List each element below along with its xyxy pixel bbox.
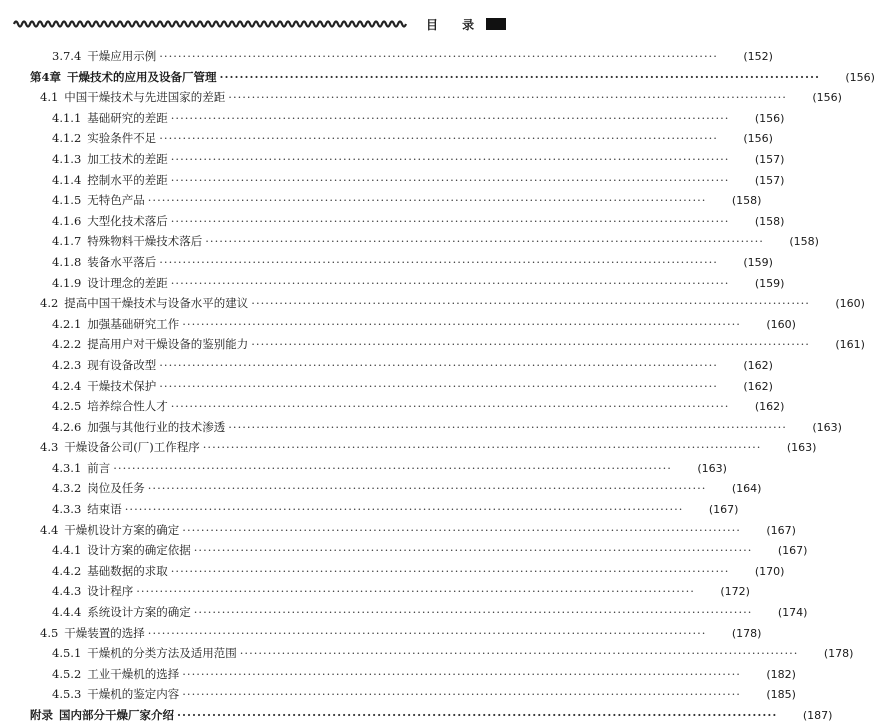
toc-entry-number: 4.4.1 xyxy=(52,543,82,558)
toc-entry-title: 特殊物料干燥技术落后 xyxy=(87,234,203,249)
toc-entry[interactable] xyxy=(0,108,785,129)
toc-leader-dots: ························································································································ xyxy=(170,275,730,290)
toc-entry-title: 基础研究的差距 xyxy=(87,110,168,125)
toc-leader-dots: ························································································································ xyxy=(193,605,753,620)
toc-entry-title: 装备水平落后 xyxy=(87,254,157,269)
toc-entry-page: (172) xyxy=(720,585,750,599)
toc-entry[interactable] xyxy=(0,684,796,705)
toc-entry-page: (160) xyxy=(766,317,796,331)
toc-entry-number: 4.2.5 xyxy=(52,399,82,414)
toc-entry-number: 4.2 xyxy=(40,296,59,311)
toc-entry-page: (182) xyxy=(766,667,796,681)
toc-leader-dots: ························································································································ xyxy=(202,440,762,455)
toc-leader-dots: ························································································································ xyxy=(170,172,730,187)
toc-entry-title: 培养综合性人才 xyxy=(87,399,168,414)
toc-entry-number: 4.4 xyxy=(40,522,59,537)
toc-entry[interactable] xyxy=(0,252,773,273)
toc-entry-number: 4.1.1 xyxy=(52,110,82,125)
toc-entry[interactable] xyxy=(0,314,796,335)
toc-entry-title: 实验条件不足 xyxy=(87,131,157,146)
toc-entry-page: (158) xyxy=(789,235,819,249)
toc-entry[interactable] xyxy=(0,46,773,67)
toc-leader-dots: ························································································································ xyxy=(177,708,778,722)
toc-entry[interactable] xyxy=(0,540,808,561)
toc-entry[interactable] xyxy=(0,664,796,685)
toc-entry[interactable] xyxy=(0,190,762,211)
toc-entry-page: (174) xyxy=(777,606,808,620)
toc-leader-dots: ························································································································ xyxy=(147,193,707,208)
toc-entry[interactable] xyxy=(0,376,773,397)
toc-entry-title: 加强基础研究工作 xyxy=(87,316,180,331)
toc-entry-number: 4.1.9 xyxy=(52,275,82,290)
toc-entry-number: 4.1.3 xyxy=(52,151,82,166)
toc-entry-number: 4.5.3 xyxy=(52,687,82,702)
toc-entry-number: 4.1.8 xyxy=(52,254,82,269)
toc-entry-title: 无特色产品 xyxy=(87,193,145,208)
toc-leader-dots: ························································································································ xyxy=(159,131,718,146)
toc-entry-title: 干燥技术保护 xyxy=(87,378,157,393)
toc-entry-title: 岗位及任务 xyxy=(87,481,145,496)
toc-entry-number: 4.1 xyxy=(40,90,59,105)
toc-leader-dots: ························································································································ xyxy=(147,481,707,496)
toc-entry-number: 4.5.1 xyxy=(52,646,82,661)
toc-entry-page: (178) xyxy=(731,626,762,640)
toc-entry-title: 干燥机的分类方法及适用范围 xyxy=(87,646,237,661)
toc-leader-dots: ························································································································ xyxy=(170,213,730,228)
toc-entry-number: 4.1.6 xyxy=(52,213,82,228)
toc-entry-title: 基础数据的求取 xyxy=(87,563,168,578)
toc-entry[interactable] xyxy=(0,355,773,376)
toc-entry-title: 提高中国干燥技术与设备水平的建议 xyxy=(64,296,249,311)
toc-entry-page: (159) xyxy=(743,255,773,269)
toc-entry-page: (163) xyxy=(812,420,842,434)
toc-leader-dots: ························································································································ xyxy=(228,419,787,434)
toc-entry-number: 4.2.3 xyxy=(52,357,82,372)
toc-entry-number: 3.7.4 xyxy=(52,49,82,63)
toc-leader-dots: ························································································································ xyxy=(182,687,741,702)
toc-entry-page: (157) xyxy=(754,173,785,187)
toc-leader-dots: ························································································································ xyxy=(159,357,718,372)
toc-leader-dots: ························································································································ xyxy=(251,296,810,311)
toc-entry-number: 4.3.1 xyxy=(52,460,82,475)
toc-entry-title: 提高用户对干燥设备的鉴别能力 xyxy=(87,337,249,352)
toc-entry-title: 中国干燥技术与先进国家的差距 xyxy=(64,90,226,105)
toc-entry[interactable] xyxy=(0,128,773,149)
toc-entry-title: 大型化技术落后 xyxy=(87,213,168,228)
toc-entry-title: 结束语 xyxy=(87,502,122,517)
toc-entry[interactable] xyxy=(0,149,785,170)
toc-leader-dots: ························································································································ xyxy=(136,584,695,599)
toc-entry-page: (156) xyxy=(845,70,875,84)
toc-entry-number: 4.2.1 xyxy=(52,316,82,331)
toc-entry[interactable] xyxy=(0,231,819,252)
toc-leader-dots: ························································································································ xyxy=(193,543,753,558)
toc-entry[interactable] xyxy=(0,478,762,499)
toc-entry[interactable] xyxy=(0,170,785,191)
header-black-block xyxy=(486,18,506,30)
toc-entry[interactable] xyxy=(0,334,865,355)
toc-entry-number: 4.1.4 xyxy=(52,172,82,187)
toc-entry-number: 第4章 xyxy=(30,69,62,84)
toc-entry-title: 干燥设备公司(厂)工作程序 xyxy=(64,440,200,455)
decorative-wavy-rule xyxy=(14,19,404,29)
toc-leader-dots: ························································································································ xyxy=(182,666,741,681)
toc-entry-page: (163) xyxy=(786,441,817,455)
toc-entry-page: (158) xyxy=(731,194,762,208)
toc-entry-page: (167) xyxy=(766,523,796,537)
toc-entry-number: 4.1.7 xyxy=(52,234,82,249)
toc-entry-title: 现有设备改型 xyxy=(87,357,157,372)
toc-entry-number: 4.1.5 xyxy=(52,193,82,208)
toc-entry-page: (152) xyxy=(743,50,773,63)
toc-entry-number: 4.3 xyxy=(40,440,59,455)
toc-entry[interactable] xyxy=(0,87,842,108)
toc-entry-page: (156) xyxy=(754,111,785,125)
toc-leader-dots: ························································································································ xyxy=(159,49,718,63)
toc-entry-number: 4.5 xyxy=(40,625,59,640)
toc-entry-title: 干燥技术的应用及设备厂管理 xyxy=(67,69,217,84)
toc-leader-dots: ························································································································ xyxy=(124,502,684,517)
toc-leader-dots: ························································································································ xyxy=(239,646,799,661)
toc-leader-dots: ························································································································ xyxy=(159,378,718,393)
toc-entry-page: (170) xyxy=(754,564,785,578)
toc-entry-number: 4.1.2 xyxy=(52,131,82,146)
toc-entry-page: (178) xyxy=(823,647,854,661)
toc-entry[interactable] xyxy=(0,643,854,664)
toc-entry[interactable] xyxy=(0,211,785,232)
page-header xyxy=(14,14,516,34)
toc-entry-number: 4.2.2 xyxy=(52,337,82,352)
toc-entry-title: 国内部分干燥厂家介绍 xyxy=(59,708,174,722)
toc-entry[interactable] xyxy=(0,581,750,602)
toc-entry-page: (156) xyxy=(812,91,842,105)
toc-entry-page: (157) xyxy=(754,152,785,166)
toc-entry-page: (158) xyxy=(754,214,785,228)
toc-leader-dots: ························································································································ xyxy=(228,90,787,105)
toc-entry-page: (162) xyxy=(743,358,773,372)
toc-entry-number: 4.2.4 xyxy=(52,378,82,393)
toc-entry[interactable] xyxy=(0,396,785,417)
toc-entry-title: 设计程序 xyxy=(87,584,134,599)
toc-entry-title: 加工技术的差距 xyxy=(87,151,168,166)
toc-entry-page: (185) xyxy=(766,688,796,702)
toc-leader-dots: ························································································································ xyxy=(219,69,820,84)
toc-entry-title: 前言 xyxy=(87,460,111,475)
toc-entry-page: (167) xyxy=(777,544,808,558)
toc-entry-number: 4.4.3 xyxy=(52,584,82,599)
toc-entry-number: 4.4.2 xyxy=(52,563,82,578)
toc-entry[interactable] xyxy=(0,437,817,458)
toc-leader-dots: ························································································································ xyxy=(170,110,730,125)
toc-entry-number: 4.3.3 xyxy=(52,502,82,517)
toc-entry-number: 4.3.2 xyxy=(52,481,82,496)
toc-leader-dots: ························································································································ xyxy=(182,522,741,537)
toc-entry[interactable] xyxy=(0,499,739,520)
toc-leader-dots: ························································································································ xyxy=(159,254,718,269)
toc-entry-page: (162) xyxy=(743,379,773,393)
toc-entry-title: 控制水平的差距 xyxy=(87,172,168,187)
toc-entry[interactable] xyxy=(0,561,785,582)
toc-entry-page: (167) xyxy=(708,503,739,517)
header-label: 目 录 xyxy=(426,17,485,32)
toc-entry[interactable] xyxy=(0,293,865,314)
toc-leader-dots: ························································································································ xyxy=(170,563,730,578)
toc-entry-page: (187) xyxy=(802,709,833,722)
toc-entry[interactable] xyxy=(0,602,808,623)
toc-entry-number: 4.2.6 xyxy=(52,419,82,434)
toc-entry-title: 系统设计方案的确定 xyxy=(87,605,191,620)
toc-entry-number: 附录 xyxy=(30,708,53,722)
toc-entry[interactable] xyxy=(0,417,842,438)
toc-entry-title: 干燥应用示例 xyxy=(87,49,157,63)
toc-entry[interactable] xyxy=(0,705,833,726)
toc-entry-number: 4.4.4 xyxy=(52,605,82,620)
toc-entry-page: (163) xyxy=(697,461,727,475)
toc-leader-dots: ························································································································ xyxy=(170,151,730,166)
toc-entry-title: 设计方案的确定依据 xyxy=(87,543,191,558)
toc-entry-title: 干燥装置的选择 xyxy=(64,625,145,640)
table-of-contents xyxy=(0,46,875,726)
toc-leader-dots: ························································································································ xyxy=(205,234,764,249)
toc-entry[interactable] xyxy=(0,623,762,644)
toc-entry-number: 4.5.2 xyxy=(52,666,82,681)
toc-leader-dots: ························································································································ xyxy=(147,625,707,640)
toc-entry-page: (156) xyxy=(743,132,773,146)
toc-entry-title: 干燥机设计方案的确定 xyxy=(64,522,180,537)
toc-leader-dots: ························································································································ xyxy=(113,460,672,475)
toc-entry-title: 干燥机的鉴定内容 xyxy=(87,687,180,702)
toc-entry[interactable] xyxy=(0,520,796,541)
toc-entry-page: (162) xyxy=(754,400,785,414)
toc-entry-page: (160) xyxy=(835,297,865,311)
toc-entry[interactable] xyxy=(0,273,785,294)
toc-entry-title: 工业干燥机的选择 xyxy=(87,666,180,681)
toc-leader-dots: ························································································································ xyxy=(170,399,730,414)
toc-entry-title: 加强与其他行业的技术渗透 xyxy=(87,419,226,434)
toc-entry-title: 设计理念的差距 xyxy=(87,275,168,290)
toc-entry-page: (161) xyxy=(835,338,865,352)
toc-entry-page: (164) xyxy=(731,482,762,496)
toc-entry[interactable] xyxy=(0,67,875,88)
toc-entry[interactable] xyxy=(0,458,727,479)
toc-entry-page: (159) xyxy=(754,276,785,290)
toc-leader-dots: ························································································································ xyxy=(251,337,810,352)
toc-leader-dots: ························································································································ xyxy=(182,316,741,331)
